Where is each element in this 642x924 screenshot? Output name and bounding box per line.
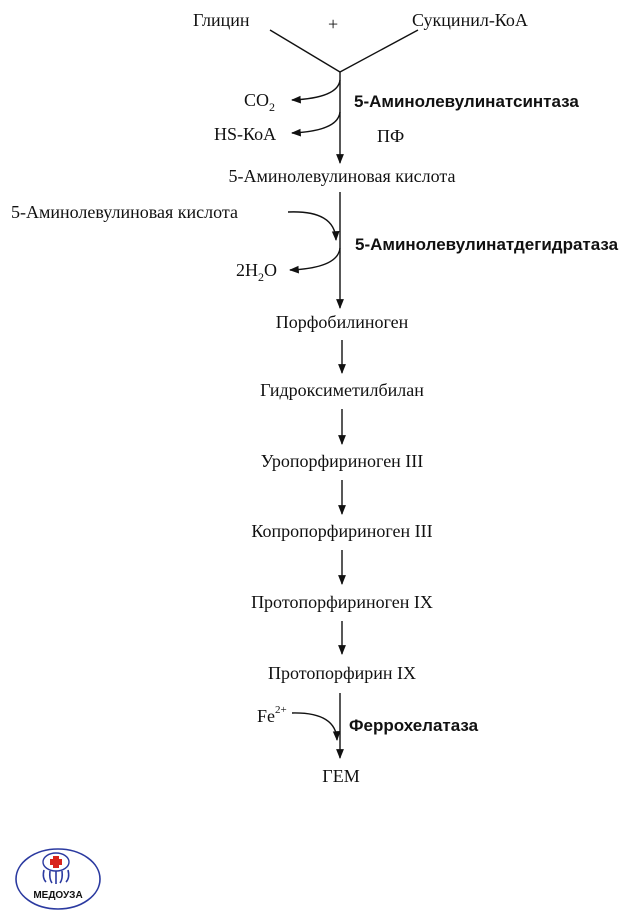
- chain-ala: 5-Аминолевулиновая кислота: [228, 166, 456, 186]
- water-label: $2H_2O$: [236, 260, 277, 284]
- succinyl-branch-line: [340, 30, 418, 72]
- plus-sign: +: [328, 14, 339, 34]
- chain-protoporphyrinogen: Протопорфириноген IX: [251, 592, 433, 612]
- enzyme-ala-dehydratase: 5-Аминолевулинатдегидратаза: [355, 235, 619, 254]
- chain-protoporphyrin: Протопорфирин IX: [267, 663, 417, 683]
- chain-hydroxymethylbilane: Гидроксиметилбилан: [260, 380, 424, 400]
- hscoa-label: HS-КоА: [214, 124, 277, 144]
- substrate-glycine: Глицин: [193, 10, 250, 30]
- chain-coproporphyrinogen: Копропорфириноген III: [251, 521, 433, 541]
- chain-heme: ГЕМ: [322, 766, 360, 786]
- glycine-branch-line: [270, 30, 340, 72]
- arrow-hscoa-release: [292, 112, 340, 133]
- cofactor-plp: ПФ: [377, 126, 405, 146]
- co2-label: $CO_2$: [244, 90, 276, 114]
- enzyme-ferrochelatase: Феррохелатаза: [349, 716, 479, 735]
- arrow-water-release: [290, 248, 340, 270]
- arrow-ala-input: [288, 212, 336, 240]
- logo-cross-h: [50, 859, 62, 865]
- iron-label: $Fe^{2+}$: [257, 704, 287, 726]
- arrow-iron-input: [292, 713, 337, 740]
- footer-area: [0, 790, 642, 910]
- arrow-co2-release: [292, 80, 340, 100]
- enzyme-ala-synthase: 5-Аминолевулинатсинтаза: [354, 92, 579, 111]
- chain-porphobilinogen: Порфобилиноген: [275, 312, 409, 332]
- substrate-succinyl-coa: Сукцинил-КоА: [412, 10, 528, 30]
- meduza-logo: [8, 834, 118, 924]
- ala-second-molecule: 5-Аминолевулиновая кислота: [11, 202, 238, 222]
- logo-text: МЕДОУЗА: [33, 890, 83, 901]
- chain-uroporphyrinogen: Уропорфириноген III: [260, 451, 424, 471]
